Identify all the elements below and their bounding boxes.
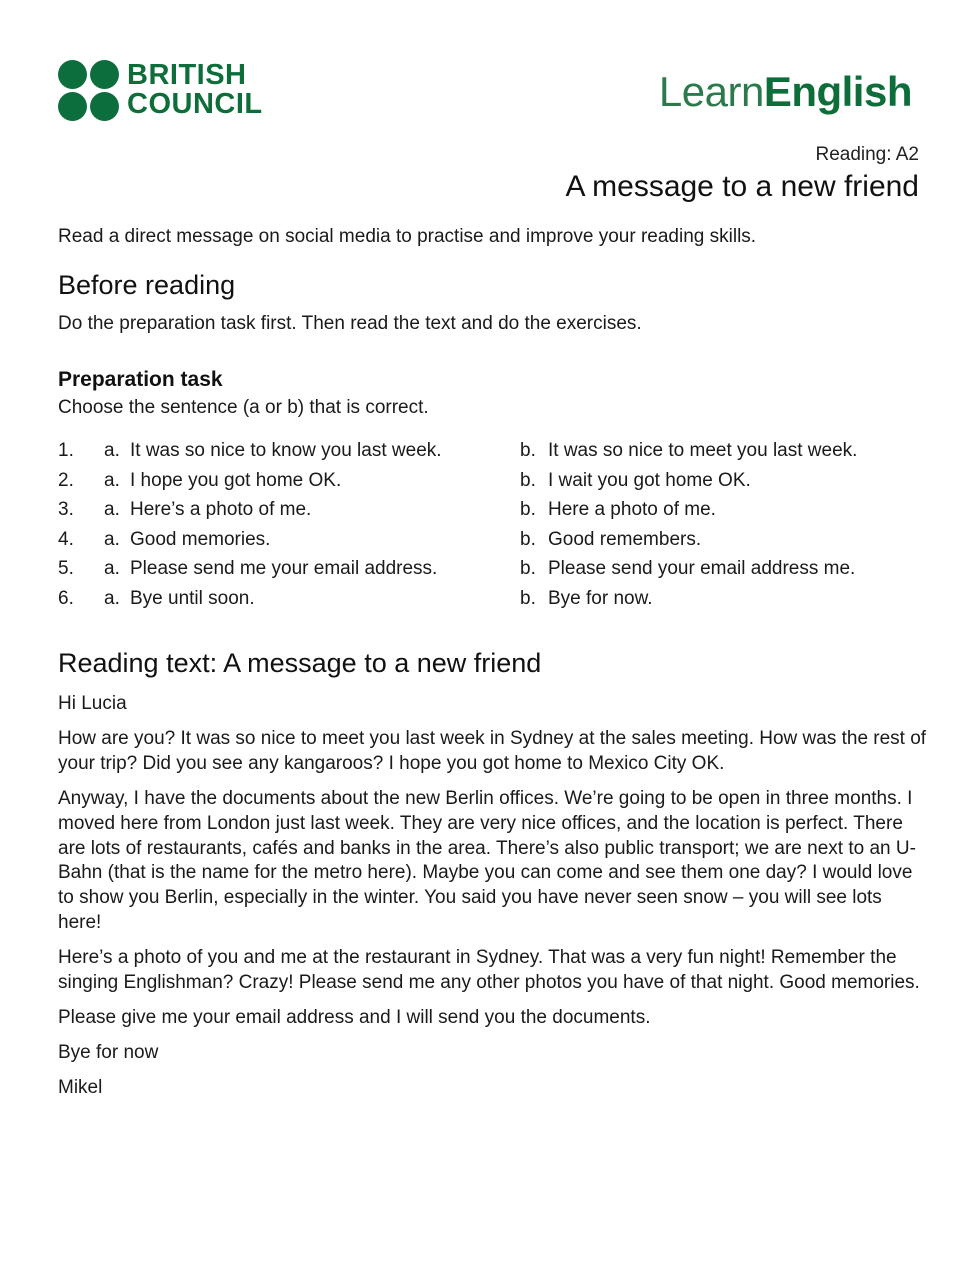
option-a-letter: a.: [104, 499, 120, 521]
reading-text-body: [58, 692, 928, 1111]
intro-text: Read a direct message on social media to practise and improve your reading skills.: [58, 226, 757, 247]
option-a-text: Good memories.: [130, 528, 271, 550]
option-a-text: I hope you got home OK.: [130, 469, 342, 491]
option-b-text: Please send your email address me.: [548, 558, 856, 580]
item-number: 2.: [58, 469, 74, 491]
list-item: [58, 499, 938, 529]
list-item: [58, 558, 938, 588]
option-b-letter: b.: [520, 440, 536, 461]
british-council-wordmark: [127, 58, 263, 120]
option-a-letter: a.: [104, 469, 120, 491]
option-b-letter: b.: [520, 587, 536, 609]
list-item: [58, 588, 938, 618]
level-label: Reading: A2: [815, 144, 919, 165]
option-a-letter: a.: [104, 528, 120, 550]
learnenglish-logo: [659, 68, 912, 116]
reading-paragraph: How are you? It was so nice to meet you last week in Sydney at the sales meeting. How was the rest of your trip? Did you see any kangaroos? I hope you got home to Mexico City OK.: [58, 728, 927, 774]
option-b-text: Here a photo of me.: [548, 499, 716, 521]
option-b-text: It was so nice to meet you last week.: [548, 440, 858, 461]
option-b-letter: b.: [520, 528, 536, 550]
preparation-instruction: Choose the sentence (a or b) that is correct.: [58, 397, 429, 418]
option-a-letter: a.: [104, 440, 120, 461]
option-a-letter: a.: [104, 587, 120, 609]
item-number: 6.: [58, 587, 74, 609]
item-number: 5.: [58, 558, 74, 580]
reading-text-heading: Reading text: A message to a new friend: [58, 648, 542, 678]
option-a-text: Here’s a photo of me.: [130, 499, 312, 521]
option-a-text: Please send me your email address.: [130, 558, 438, 580]
before-reading-heading: Before reading: [58, 270, 236, 300]
reading-paragraph: Bye for now: [58, 1041, 159, 1063]
option-a-letter: a.: [104, 558, 120, 580]
item-number: 3.: [58, 499, 74, 521]
option-a-text: Bye until soon.: [130, 587, 255, 609]
option-b-text: Bye for now.: [548, 587, 653, 609]
british-council-dots-icon: [58, 60, 119, 121]
option-b-text: I wait you got home OK.: [548, 469, 751, 491]
reading-paragraph: Anyway, I have the documents about the new Berlin offices. We’re going to be open in three months. I moved here from London just last week. They are very nice offices, and the location is perfect. There are lots of restaurants, cafés and banks in the area. There’s also public transport; we are next to an U-Bahn (that is the name for the metro here). Maybe you can come and see them one day? I would love to show you Berlin, especially in the winter. You said you have never seen snow – you will see lots here!: [58, 788, 916, 933]
learnenglish-bold: English: [763, 68, 912, 115]
preparation-list: [58, 440, 938, 618]
list-item: [58, 529, 938, 559]
before-reading-text: Do the preparation task first. Then read the text and do the exercises.: [58, 313, 642, 334]
option-a-text: It was so nice to know you last week.: [130, 440, 442, 461]
item-number: 1.: [58, 440, 74, 461]
british-council-logo: [58, 60, 263, 121]
reading-paragraph: Please give me your email address and I will send you the documents.: [58, 1006, 651, 1028]
option-b-letter: b.: [520, 469, 536, 491]
item-number: 4.: [58, 528, 74, 550]
page-title: A message to a new friend: [565, 170, 919, 203]
option-b-text: Good remembers.: [548, 528, 702, 550]
reading-paragraph: Mikel: [58, 1077, 103, 1099]
list-item: [58, 440, 938, 470]
list-item: [58, 470, 938, 500]
learnenglish-light: Learn: [658, 68, 764, 115]
option-b-letter: b.: [520, 499, 536, 521]
bc-line-1: BRITISH: [127, 58, 247, 91]
option-b-letter: b.: [520, 558, 536, 580]
reading-paragraph: Hi Lucia: [58, 693, 127, 714]
bc-line-2: COUNCIL: [127, 87, 263, 120]
reading-paragraph: Here’s a photo of you and me at the restaurant in Sydney. That was a very fun night! Remember the singing Englishman? Crazy! Please send me any other photos you have of that night. Good memories.: [58, 946, 920, 993]
preparation-heading: Preparation task: [58, 368, 223, 391]
